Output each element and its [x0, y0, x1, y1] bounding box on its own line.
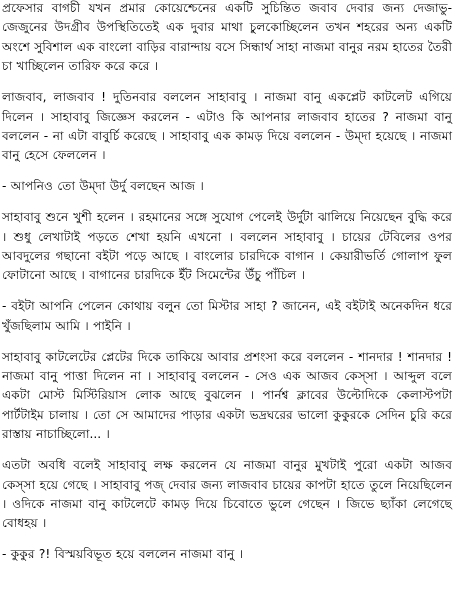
- paragraph-5: - বইটা আপনি পেলেন কোথায় বলুন তো মিস্টার সাহা ? জানেন, এই বইটাই অনেকদিন ধরে খুঁজছিলাম আমি । পাইনি ।: [2, 299, 452, 333]
- paragraph-3: - আপনিও তো উম্‌দা উর্দু বলছেন আজ ।: [2, 179, 204, 194]
- paragraph-1: প্রফেসার বাগচী যখন প্রমার কোয়েশ্চেনের একটি সুচিন্তিত জবাব দেবার জন্য দেজাভু-জেজুনের উদগ্রীব উপস্থিতিতেই এক দুবার মাথা চুলকোচ্ছিলেন তখন শহরের অন্য একটি অংশে সুবিশাল এক বাংলো বাড়ির বারান্দায় বসে সিন্ধার্থ সাহা নাজমা বানুর নরম হাতের তৈরী চা খাচ্ছিলেন তারিফ করে করে ।: [2, 1, 452, 74]
- paragraph-7: এতটা অবধি বলেই সাহাবাবু লক্ষ করলেন যে নাজমা বানুর মুখটাই পুরো একটা আজব কেস্সা হয়ে গেছে । সাহাবাবু পজ্‌ দেবার জন্য লাজবাব চায়ের কাপটা হাতে তুলে নিয়েছিলেন । ওদিকে নাজমা বানু কাটলেটে কামড় দিয়ে চিবোতে ভুলে গেছেন । জিভে ছ্যাঁকা লেগেছে বোধহয় ।: [2, 458, 452, 531]
- paragraph-6: সাহাবাবু কাটলেটের প্লেটের দিকে তাকিয়ে আবার প্রশংসা করে বললেন - শানদার ! শানদার ! নাজমা বানু পাত্তা দিলেন না । সাহাবাবু বললেন - সেও এক আজব কেস্সা । আব্দুল বলে একটা মোস্ট মিস্টিরিয়াস লোক আছে বুঝলেন । পার্নশ্ব ক্লাবের উল্টোদিকে কেলাস্টপটা পার্টটাইম চালায় । তো সে আমাদের পাড়ার একটা ভদ্রঘরের ভালো কুকুরকে সেদিন চুরি করে রাস্তায় নাচাচ্ছিলো... ।: [2, 349, 452, 442]
- paragraph-2: লাজবাব, লাজবাব ! দুতিনবার বললেন সাহাবাবু । নাজমা বানু একপ্লেট কাটলেট এগিয়ে দিলেন । সাহাবাবু জিজ্ঞেস করলেন - এটাও কি আপনার লাজবাব হাতের ? নাজমা বানু বললেন - না এটা বাবুর্চি করেছে । সাহাবাবু এক কামড় দিয়ে বললেন - উম্‌দা হয়েছে । নাজমা বানু হেসে ফেললেন ।: [2, 90, 452, 163]
- paragraph-8: - কুকুর ?! বিস্ময়বিভূত হয়ে বললেন নাজমা বানু ।: [2, 547, 244, 562]
- paragraph-4: সাহাবাবু শুনে খুশী হলেন । রহমানের সঙ্গে সুযোগ পেলেই উর্দুটা ঝালিয়ে নিয়েছেন বুদ্ধি করে । শুধু লেখাটাই পড়তে শেখা হয়নি এখনো । বললেন সাহাবাবু । চায়ের টেবিলের ওপর আবদুলের গছানো বইটা পড়ে আছে । বাংলোর চারদিকে বাগান । কেয়ারীভর্তি গোলাপ ফুল ফোটানো আছে । বাগানের চারদিকে ইঁট সিমেন্টের উঁচু পাঁচিল ।: [2, 210, 452, 283]
